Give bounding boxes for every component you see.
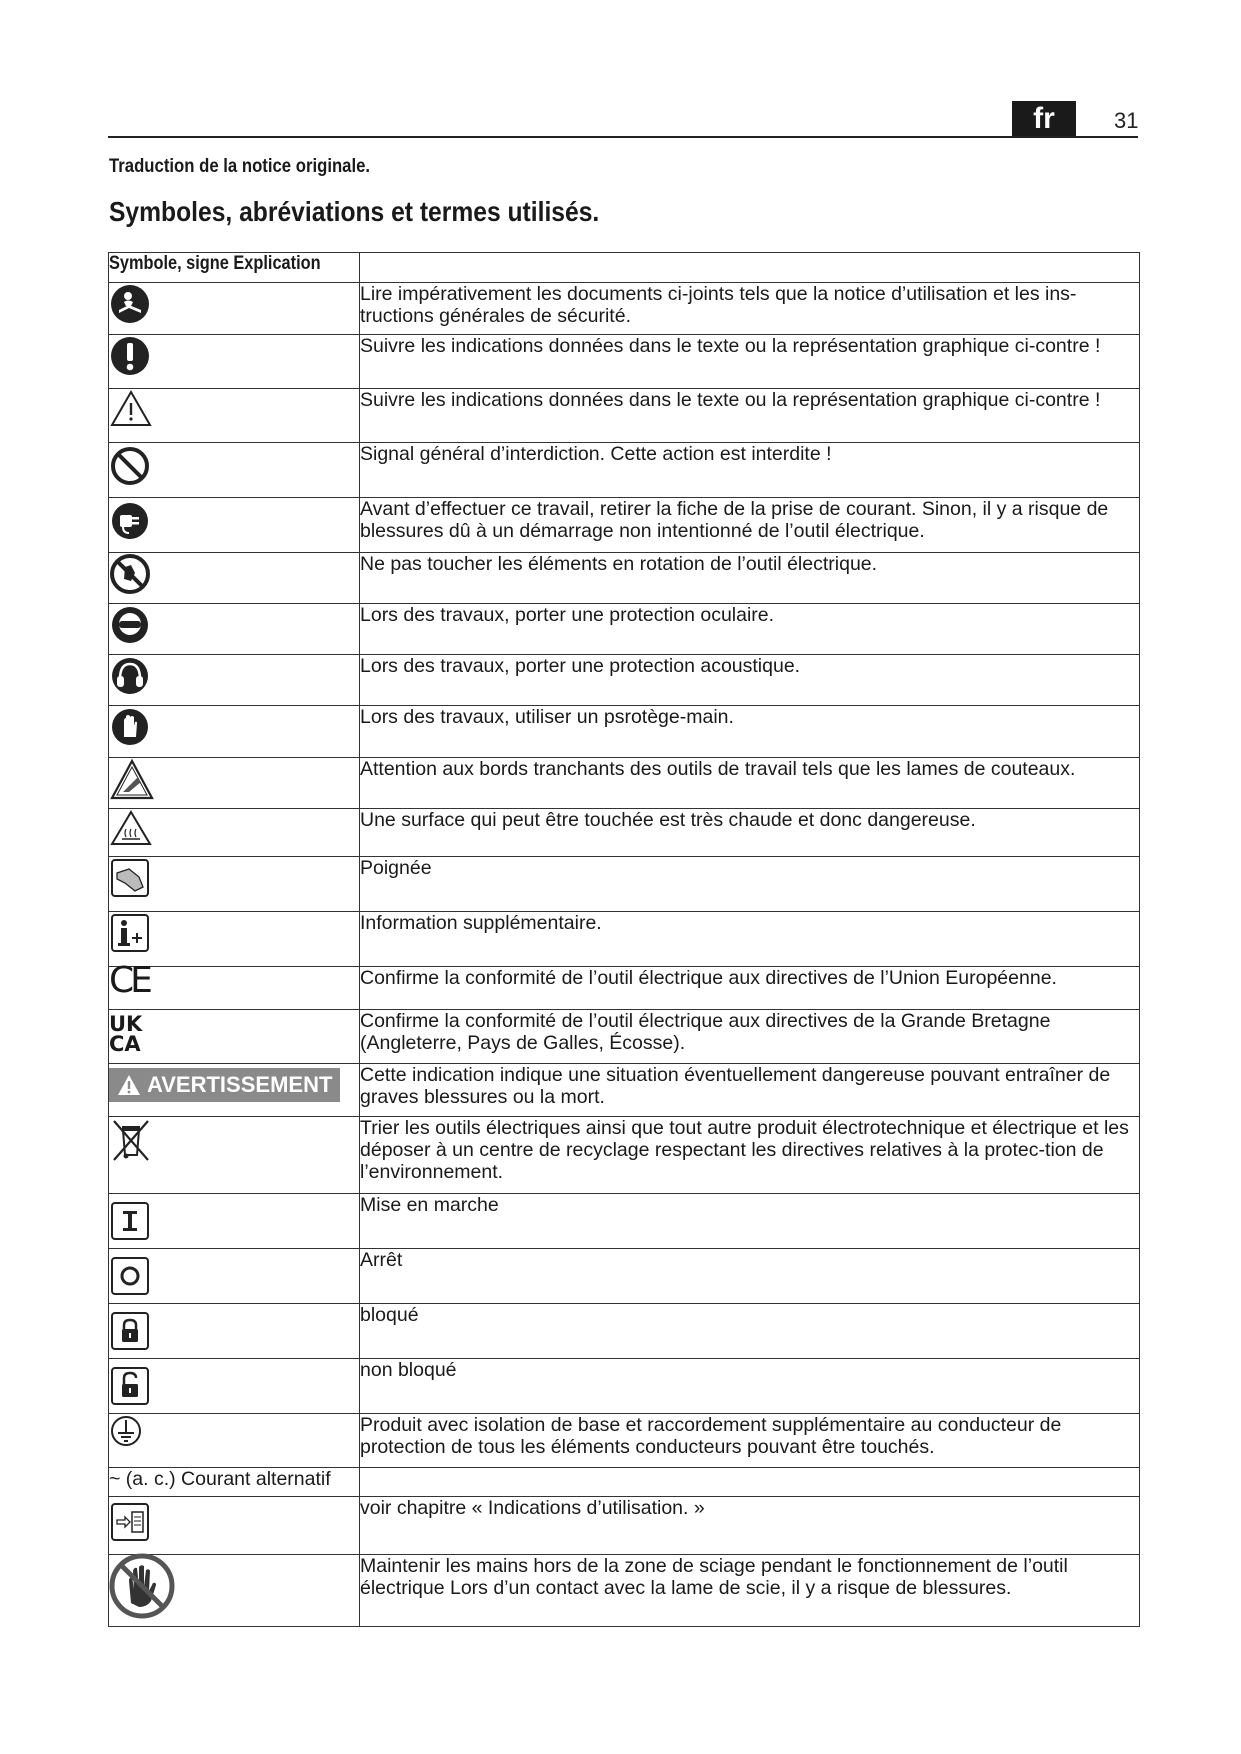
power-on-icon [109,1200,151,1242]
ukca-line-1: UK [109,1012,143,1036]
explanation-cell: Poignée [360,857,1140,912]
explanation-cell: non bloqué [360,1359,1140,1414]
power-off-icon [109,1255,151,1297]
handle-icon [109,857,151,899]
no-touch-rotating-icon [109,553,151,595]
symbol-cell [109,706,360,758]
locked-icon [109,1310,151,1352]
table-row [109,655,1140,706]
weee-bin-icon [109,1117,153,1163]
symbol-text-cell: ~ (a. c.) Courant alternatif [109,1468,360,1497]
explanation-cell: Ne pas toucher les éléments en rotation de l’outil électrique. [360,553,1140,604]
table-row [109,443,1140,498]
page-number: 31 [1114,108,1139,133]
hands-off-saw-icon [109,1553,175,1619]
table-row [109,1555,1140,1627]
table-row [109,1064,1140,1117]
page-title: Symboles, abréviations et termes utilisés. [109,196,600,227]
symbol-cell [109,443,360,498]
table-row [109,1304,1140,1359]
explanation-cell: Suivre les indications données dans le texte ou la représentation graphique ci-contre ! [360,335,1140,389]
sharp-edges-warning-icon [109,758,155,802]
table-row [109,604,1140,655]
see-chapter-icon [109,1501,151,1543]
explanation-cell: Trier les outils électriques ainsi que tout autre produit électrotechnique et électrique et les déposer à un centre de recyclage respectant les directives relatives à la protec-tion de l’environnement. [360,1117,1140,1194]
table-row [109,809,1140,857]
table-row [109,1117,1140,1194]
symbol-cell [109,604,360,655]
mandatory-exclamation-icon [109,335,151,377]
table-row [109,1497,1140,1555]
explanation-cell: Avant d’effectuer ce travail, retirer la fiche de la prise de courant. Sinon, il y a risque de blessures dû à un démarrage non intentionné de l’outil électrique. [360,498,1140,553]
symbol-cell [109,758,360,809]
explanation-cell: Maintenir les mains hors de la zone de sciage pendant le fonctionnement de l’outil électrique Lors d’un contact avec la lame de scie, il y a risque de blessures. [360,1555,1140,1627]
ce-mark-icon: CE [109,960,149,1001]
explanation-cell: Lors des travaux, porter une protection oculaire. [360,604,1140,655]
symbol-cell [109,553,360,604]
symbols-table [108,252,1140,1627]
symbol-cell [109,498,360,553]
explanation-cell: Mise en marche [360,1194,1140,1249]
protective-earth-icon [109,1414,143,1448]
explanation-cell: Attention aux bords tranchants des outils de travail tels que les lames de couteaux. [360,758,1140,809]
column-header-label: Symbole, signe Explication [109,253,321,274]
symbol-cell [109,1064,360,1117]
ear-protection-icon [109,655,151,697]
table-row [109,1010,1140,1064]
table-row [109,389,1140,443]
info-plus-icon [109,912,151,954]
symbol-cell [109,335,360,389]
table-row [109,1359,1140,1414]
table-row [109,335,1140,389]
symbol-cell [109,1304,360,1359]
table-row [109,553,1140,604]
symbol-cell [109,283,360,335]
explanation-cell: Arrêt [360,1249,1140,1304]
table-row [109,498,1140,553]
symbol-cell [109,1117,360,1194]
explanation-cell: Signal général d’interdiction. Cette action est interdite ! [360,443,1140,498]
symbol-cell [109,912,360,967]
table-row [109,857,1140,912]
document-subtitle: Traduction de la notice originale. [109,156,371,177]
warning-badge-icon [109,1068,340,1102]
unplug-icon [109,498,151,540]
symbol-cell [109,1497,360,1555]
eye-protection-icon [109,604,151,646]
symbol-cell [109,1555,360,1627]
explanation-cell: Cette indication indique une situation éventuellement dangereuse pouvant entraîner de graves blessures ou la mort. [360,1064,1140,1117]
table-header-row [109,253,1140,283]
warning-triangle-small-icon [117,1074,141,1096]
table-row [109,967,1140,1010]
hand-protection-icon [109,706,151,748]
prohibition-icon [109,443,151,485]
explanation-cell: Produit avec isolation de base et raccordement supplémentaire au conducteur de protection de tous les éléments conducteurs pouvant être touchés. [360,1414,1140,1468]
ukca-mark-icon [109,1014,359,1054]
table-row [109,1414,1140,1468]
explanation-cell: Lors des travaux, porter une protection acoustique. [360,655,1140,706]
hot-surface-warning-icon [109,809,153,847]
table-row [109,1249,1140,1304]
symbol-cell [109,809,360,857]
explanation-cell: Lors des travaux, utiliser un psrotège-main. [360,706,1140,758]
explanation-cell: bloqué [360,1304,1140,1359]
symbol-cell [109,389,360,443]
table-row [109,912,1140,967]
symbol-cell [109,857,360,912]
column-header-explication [360,253,1140,283]
explanation-cell: Une surface qui peut être touchée est très chaude et donc dangereuse. [360,809,1140,857]
read-manual-icon [109,283,151,325]
symbol-cell [109,655,360,706]
explanation-cell: Suivre les indications données dans le texte ou la représentation graphique ci-contre ! [360,389,1140,443]
ukca-line-2: CA [109,1032,141,1056]
table-row [109,283,1140,335]
warning-badge-label: AVERTISSEMENT [147,1072,333,1097]
table-row [109,1468,1140,1497]
symbol-cell [109,1359,360,1414]
unlocked-icon [109,1365,151,1407]
header-rule [108,136,1138,138]
explanation-cell: Lire impérativement les documents ci-joints tels que la notice d’utilisation et les ins-tructions générales de sécurité. [360,283,1140,335]
explanation-cell: voir chapitre « Indications d’utilisation. » [360,1497,1140,1555]
explanation-cell [360,1468,1140,1497]
table-row [109,1194,1140,1249]
explanation-cell: Confirme la conformité de l’outil électrique aux directives de la Grande Bretagne (Angleterre, Pays de Galles, Écosse). [360,1010,1140,1064]
column-header-symbol [109,253,360,283]
warning-triangle-icon [109,389,153,429]
explanation-cell: Information supplémentaire. [360,912,1140,967]
symbol-cell [109,1010,360,1064]
explanation-cell: Confirme la conformité de l’outil électrique aux directives de l’Union Européenne. [360,967,1140,1010]
language-badge: fr [1012,101,1076,136]
symbol-cell [109,1249,360,1304]
symbol-cell [109,1194,360,1249]
symbol-cell [109,960,360,1010]
table-row [109,758,1140,809]
table-row [109,706,1140,758]
symbol-cell [109,1414,360,1468]
